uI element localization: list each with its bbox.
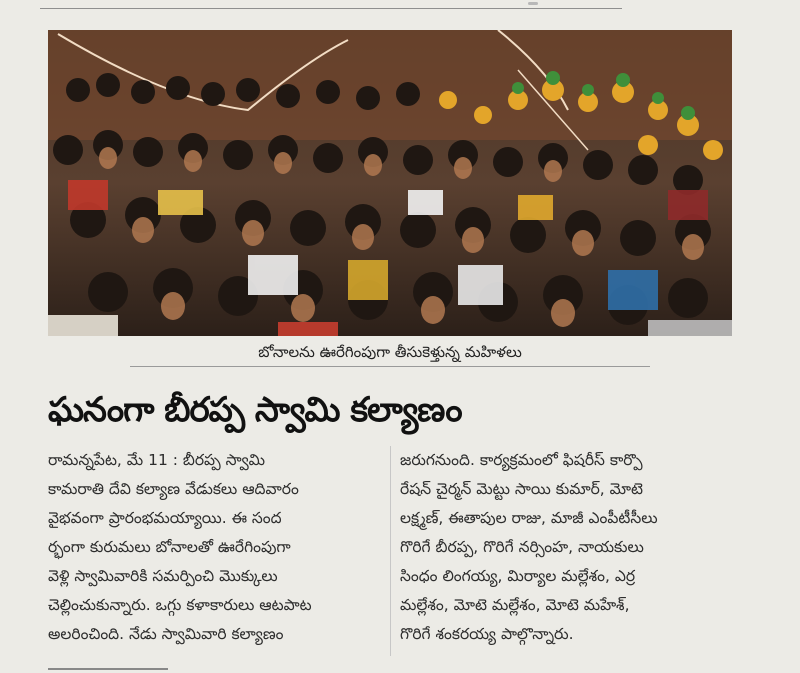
article-line: వైభవంగా ప్రారంభమయ్యాయి. ఈ సంద: [48, 509, 282, 527]
article-headline: ఘనంగా బీరప్ప స్వామి కల్యాణం: [48, 390, 462, 430]
article-line: వెళ్లి స్వామివారికి సమర్పించి మొక్కులు: [48, 567, 278, 585]
article-line: రేషన్ చైర్మన్ మెట్టు సాయి కుమార్, మోటె: [400, 480, 643, 498]
cut-off-text-fragment: [48, 662, 228, 673]
article-line: రామన్నపేట, మే 11 : బీరప్ప స్వామి: [48, 451, 266, 469]
article-line: గొరిగే బీరప్ప, గొరిగే నర్సింహ, నాయకులు: [400, 538, 644, 556]
caption-divider: [130, 366, 650, 367]
article-line: లక్ష్మణ్, ఈతాపుల రాజు, మాజీ ఎంపీటీసీలు: [400, 509, 658, 527]
article-line: ర్భంగా కురుమలు బోనాలతో ఊరేగింపుగా: [48, 538, 291, 556]
top-fragment: [528, 2, 538, 5]
column-divider: [390, 446, 391, 656]
news-photo: [48, 30, 732, 336]
article-line: గొరిగే శంకరయ్య పాల్గొన్నారు.: [400, 625, 574, 643]
article-column-left: [48, 446, 388, 649]
article-line: మల్లేశం, మోటె మల్లేశం, మోటె మహేశ్,: [400, 596, 630, 614]
top-divider: [40, 8, 622, 9]
article-line: అలరించింది. నేడు స్వామివారి కల్యాణం: [48, 625, 284, 643]
article-column-right: [400, 446, 740, 649]
article-line: చెల్లించుకున్నారు. ఒగ్గు కళాకారులు ఆటపాట: [48, 596, 312, 614]
article-line: జరుగనుంది. కార్యక్రమంలో ఫిషరీస్ కార్పొ: [400, 451, 643, 469]
crowd-photo-illustration: [48, 30, 732, 336]
article-line: సింధం లింగయ్య, మిర్యాల మల్లేశం, ఎర్ర: [400, 567, 636, 585]
article-line: కామరాతి దేవి కల్యాణ వేడుకలు ఆదివారం: [48, 480, 299, 498]
photo-caption: బోనాలను ఊరేగింపుగా తీసుకెళ్తున్న మహిళలు: [258, 343, 522, 361]
